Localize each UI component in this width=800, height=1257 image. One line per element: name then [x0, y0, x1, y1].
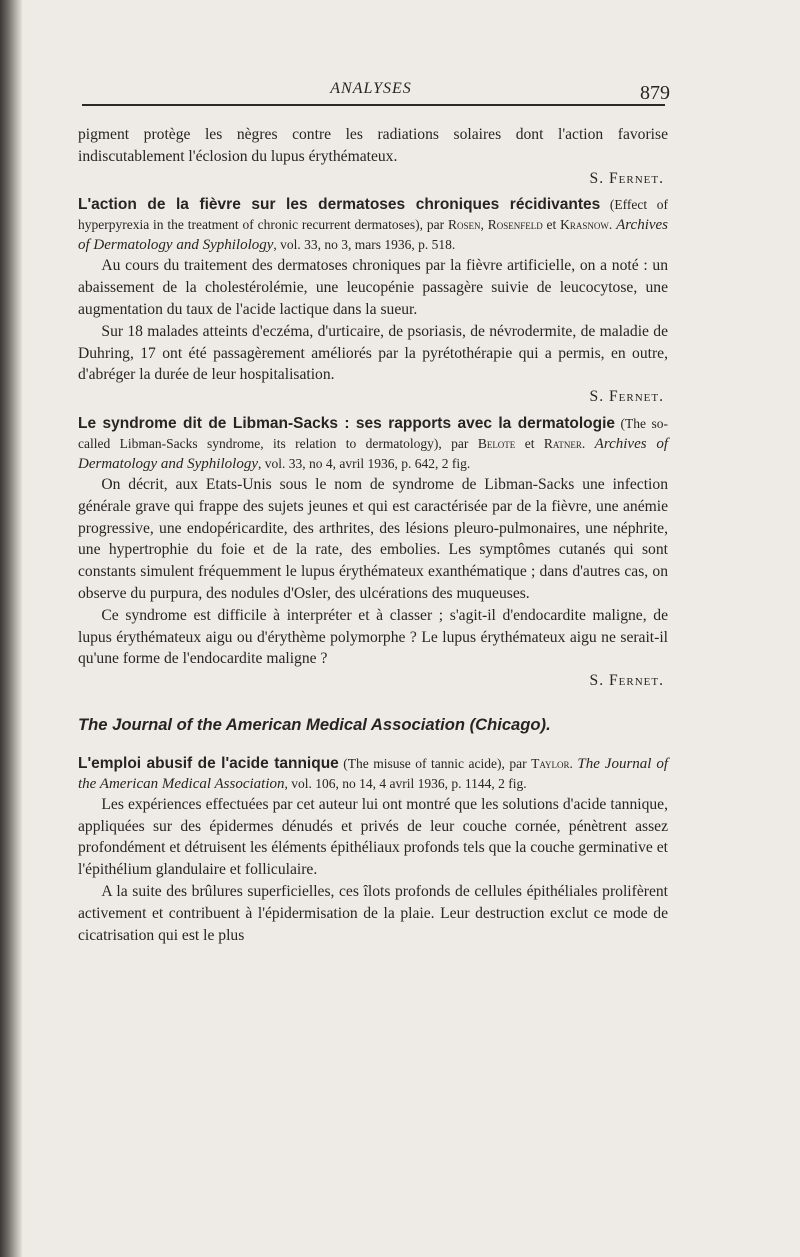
- article-paragraph: Ce syndrome est difficile à interpréter et à classer ; s'agit-il d'endocardite maligne, de lupus érythémateux aigu ou d'érythème polymorphe ? Le lupus érythémateux aigu ne serait-il qu'une forme de l'endocardite maligne ?: [78, 606, 668, 668]
- article-libman-sacks: [78, 414, 668, 692]
- journal-section-title: The Journal of the American Medical Association (Chicago).: [78, 714, 551, 734]
- separator: et: [542, 217, 561, 233]
- article-paragraph: Sur 18 malades atteints d'eczéma, d'urticaire, de psoriasis, de névrodermite, de maladie de Duhring, 17 ont été passagèrement améliorés par la pyrétothérapie qui a permis, en outre, d'abréger la durée de leur hospitalisation.: [78, 322, 668, 384]
- article-title: Le syndrome dit de Libman-Sacks : ses rapports avec la dermatologie: [78, 414, 616, 432]
- article-translation: (The misuse of tannic acide), par: [338, 755, 532, 771]
- intro-signature: S. Fernet.: [589, 169, 664, 187]
- article-paragraph: Les expériences effectuées par cet auteur lui ont montré que les solutions d'acide tannique, appliquées sur des épidermes dénudés et privés de leur couche cornée, pénètrent assez profondément et détruisent les éléments épithéliaux profonds tels que la couche germinative et l'épithélium glandulaire et folliculaire.: [78, 795, 668, 879]
- separator: .: [581, 435, 595, 451]
- author-name: Krasnow: [560, 217, 609, 233]
- journal-name: Archives of Dermatology and Syphilology: [78, 217, 669, 254]
- citation: , vol. 33, no 4, avril 1936, p. 642, 2 fig.: [257, 455, 471, 471]
- article-reference: [78, 195, 668, 255]
- journal-name: The Journal of the American Medical Association: [78, 755, 668, 792]
- author-name: Rosenfeld: [487, 217, 543, 233]
- running-header: ANALYSES: [330, 80, 412, 97]
- page-number: 879: [640, 82, 670, 104]
- citation: , vol. 33, no 3, mars 1936, p. 518.: [273, 237, 456, 253]
- article-paragraph: Au cours du traitement des dermatoses chroniques par la fièvre artificielle, on a noté : un abaissement de la cholestérolémie, une leucopénie passagère suivie de leucocytose, une augmentation du taux de l'acide lactique dans la sueur.: [78, 257, 668, 318]
- article-translation: (The so-called Libman-Sacks syndrome, its relation to dermatology), par: [78, 415, 668, 451]
- header-rule: [82, 104, 665, 106]
- article-reference: [78, 754, 668, 794]
- article-title: L'action de la fièvre sur les dermatoses chroniques récidivantes: [78, 196, 601, 214]
- citation: , vol. 106, no 14, 4 avril 1936, p. 1144, 2 fig.: [284, 775, 527, 791]
- author-name: Taylor: [531, 755, 570, 771]
- article-reference: [78, 414, 668, 474]
- article-paragraph: On décrit, aux Etats-Unis sous le nom de syndrome de Libman-Sacks une infection générale grave qui frappe des sujets jeunes et qui est caractérisée par de la fièvre, une anémie progressive, une endopéricardite, des arthrites, des lésions pleuro-pulmonaires, une néphrite, une hypertrophie du foie et de la rate, des embolies. Les symptômes cutanés qui sont constants simulent fréquemment le lupus érythémateux exanthématique ; dans d'autres cas, on observe du purpura, des nodules d'Osler, des ulcérations des muqueuses.: [78, 475, 668, 602]
- book-gutter-shadow: [0, 0, 22, 1257]
- journal-name: Archives of Dermatology and Syphilology: [78, 435, 669, 472]
- article-signature: S. Fernet.: [589, 672, 664, 690]
- separator: ,: [480, 217, 488, 233]
- article-tannic-acid: [78, 754, 668, 947]
- separator: et: [515, 435, 544, 451]
- article-signature: S. Fernet.: [589, 388, 664, 406]
- author-name: Ratner: [543, 435, 582, 451]
- article-paragraph: A la suite des brûlures superficielles, ces îlots profonds de cellules épithéliales prolifèrent activement et contribuent à l'épidermisation de la plaie. Leur destruction exclut ce mode de cicatrisation qui est le plus: [78, 882, 668, 944]
- article-title: L'emploi abusif de l'acide tannique: [78, 754, 339, 772]
- author-name: Rosen: [447, 217, 481, 233]
- page-content: [78, 124, 668, 946]
- separator: .: [608, 217, 617, 233]
- separator: .: [569, 755, 578, 771]
- article-fever-dermatoses: [78, 195, 668, 408]
- author-name: Belote: [477, 435, 516, 451]
- intro-paragraph: pigment protège les nègres contre les radiations solaires dont l'action favorise indiscutablement l'éclosion du lupus érythémateux.: [78, 126, 668, 165]
- article-translation: (Effect of hyperpyrexia in the treatment of chronic recurrent dermatoses), par: [78, 197, 668, 233]
